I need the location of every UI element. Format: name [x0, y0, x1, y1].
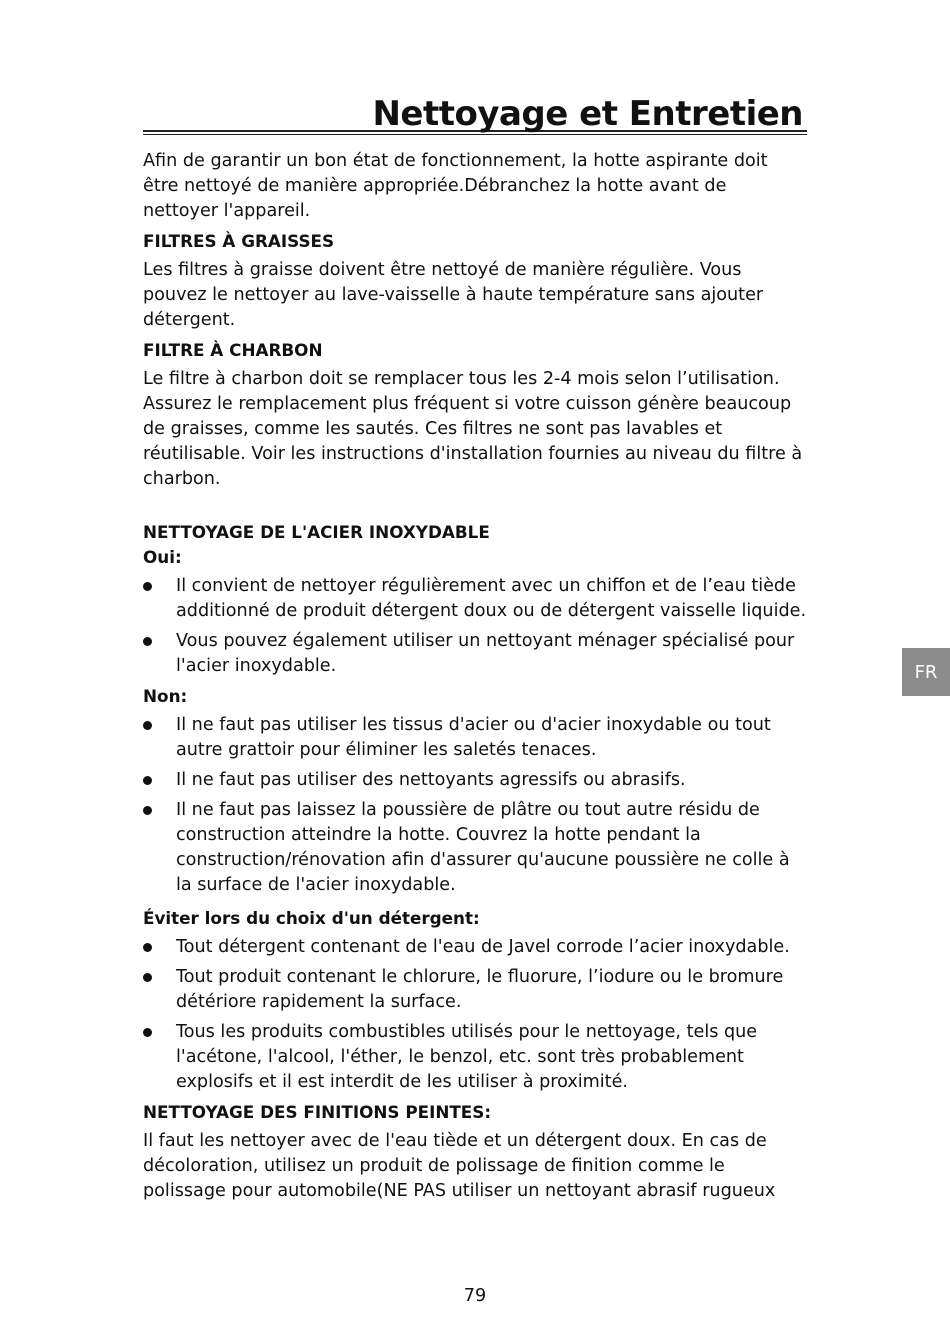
- list-item: Il ne faut pas laissez la poussière de plâtre ou tout autre résidu de construction atteindre la hotte. Couvrez la hotte pendant la construction/rénovation afin d'assurer qu'aucune poussière ne colle à la surface de l'acier inoxydable.: [143, 798, 807, 898]
- painted-finish-heading: NETTOYAGE DES FINITIONS PEINTES:: [143, 1102, 492, 1122]
- grease-filter-text: Les filtres à graisse doivent être nettoyé de manière régulière. Vous pouvez le nettoyer au lave-vaisselle à haute température sans ajouter détergent.: [143, 260, 764, 330]
- no-label: Non:: [143, 686, 188, 706]
- stainless-steel-heading: NETTOYAGE DE L'ACIER INOXYDABLE: [143, 522, 490, 542]
- painted-finish-text: Il faut les nettoyer avec de l'eau tiède et un détergent doux. En cas de décoloration, utilisez un produit de polissage de finition comme le polissage pour automobile(NE PAS utiliser un nettoyant abrasif rugueux: [143, 1131, 776, 1201]
- list-item: Vous pouvez également utiliser un nettoyant ménager spécialisé pour l'acier inoxydable.: [143, 629, 807, 679]
- charcoal-filter-text: Le filtre à charbon doit se remplacer tous les 2-4 mois selon l’utilisation. Assurez le remplacement plus fréquent si votre cuisson génère beaucoup de graisses, comme les sautés. Ces filtres ne sont pas lavables et réutilisable. Voir les instructions d'installation fournies au niveau du filtre à charbon.: [143, 369, 803, 489]
- avoid-label: Éviter lors du choix d'un détergent:: [143, 908, 480, 928]
- charcoal-filter-heading: FILTRE À CHARBON: [143, 340, 323, 360]
- list-item: Il ne faut pas utiliser les tissus d'acier ou d'acier inoxydable ou tout autre grattoir pour éliminer les saletés tenaces.: [143, 713, 807, 763]
- list-item: Il ne faut pas utiliser des nettoyants agressifs ou abrasifs.: [143, 768, 807, 793]
- page-content: [143, 92, 807, 1204]
- list-item: Tous les produits combustibles utilisés pour le nettoyage, tels que l'acétone, l'alcool, l'éther, le benzol, etc. sont très probablement explosifs et il est interdit de les utiliser à proximité.: [143, 1020, 807, 1095]
- yes-list: [143, 574, 807, 679]
- page-number: 79: [463, 1286, 487, 1306]
- page-title: Nettoyage et Entretien: [372, 94, 803, 134]
- list-item: Il convient de nettoyer régulièrement avec un chiffon et de l’eau tiède additionné de produit détergent doux ou de détergent vaisselle liquide.: [143, 574, 807, 624]
- language-tab: FR: [902, 648, 950, 696]
- grease-filter-heading: FILTRES À GRAISSES: [143, 231, 335, 251]
- list-item: Tout détergent contenant de l'eau de Javel corrode l’acier inoxydable.: [143, 935, 807, 960]
- avoid-list: [143, 935, 807, 1095]
- list-item: Tout produit contenant le chlorure, le fluorure, l’iodure ou le bromure détériore rapidement la surface.: [143, 965, 807, 1015]
- no-list: [143, 713, 807, 898]
- intro-paragraph: Afin de garantir un bon état de fonctionnement, la hotte aspirante doit être nettoyé de manière appropriée.Débranchez la hotte avant de nettoyer l'appareil.: [143, 151, 768, 221]
- yes-label: Oui:: [143, 547, 182, 567]
